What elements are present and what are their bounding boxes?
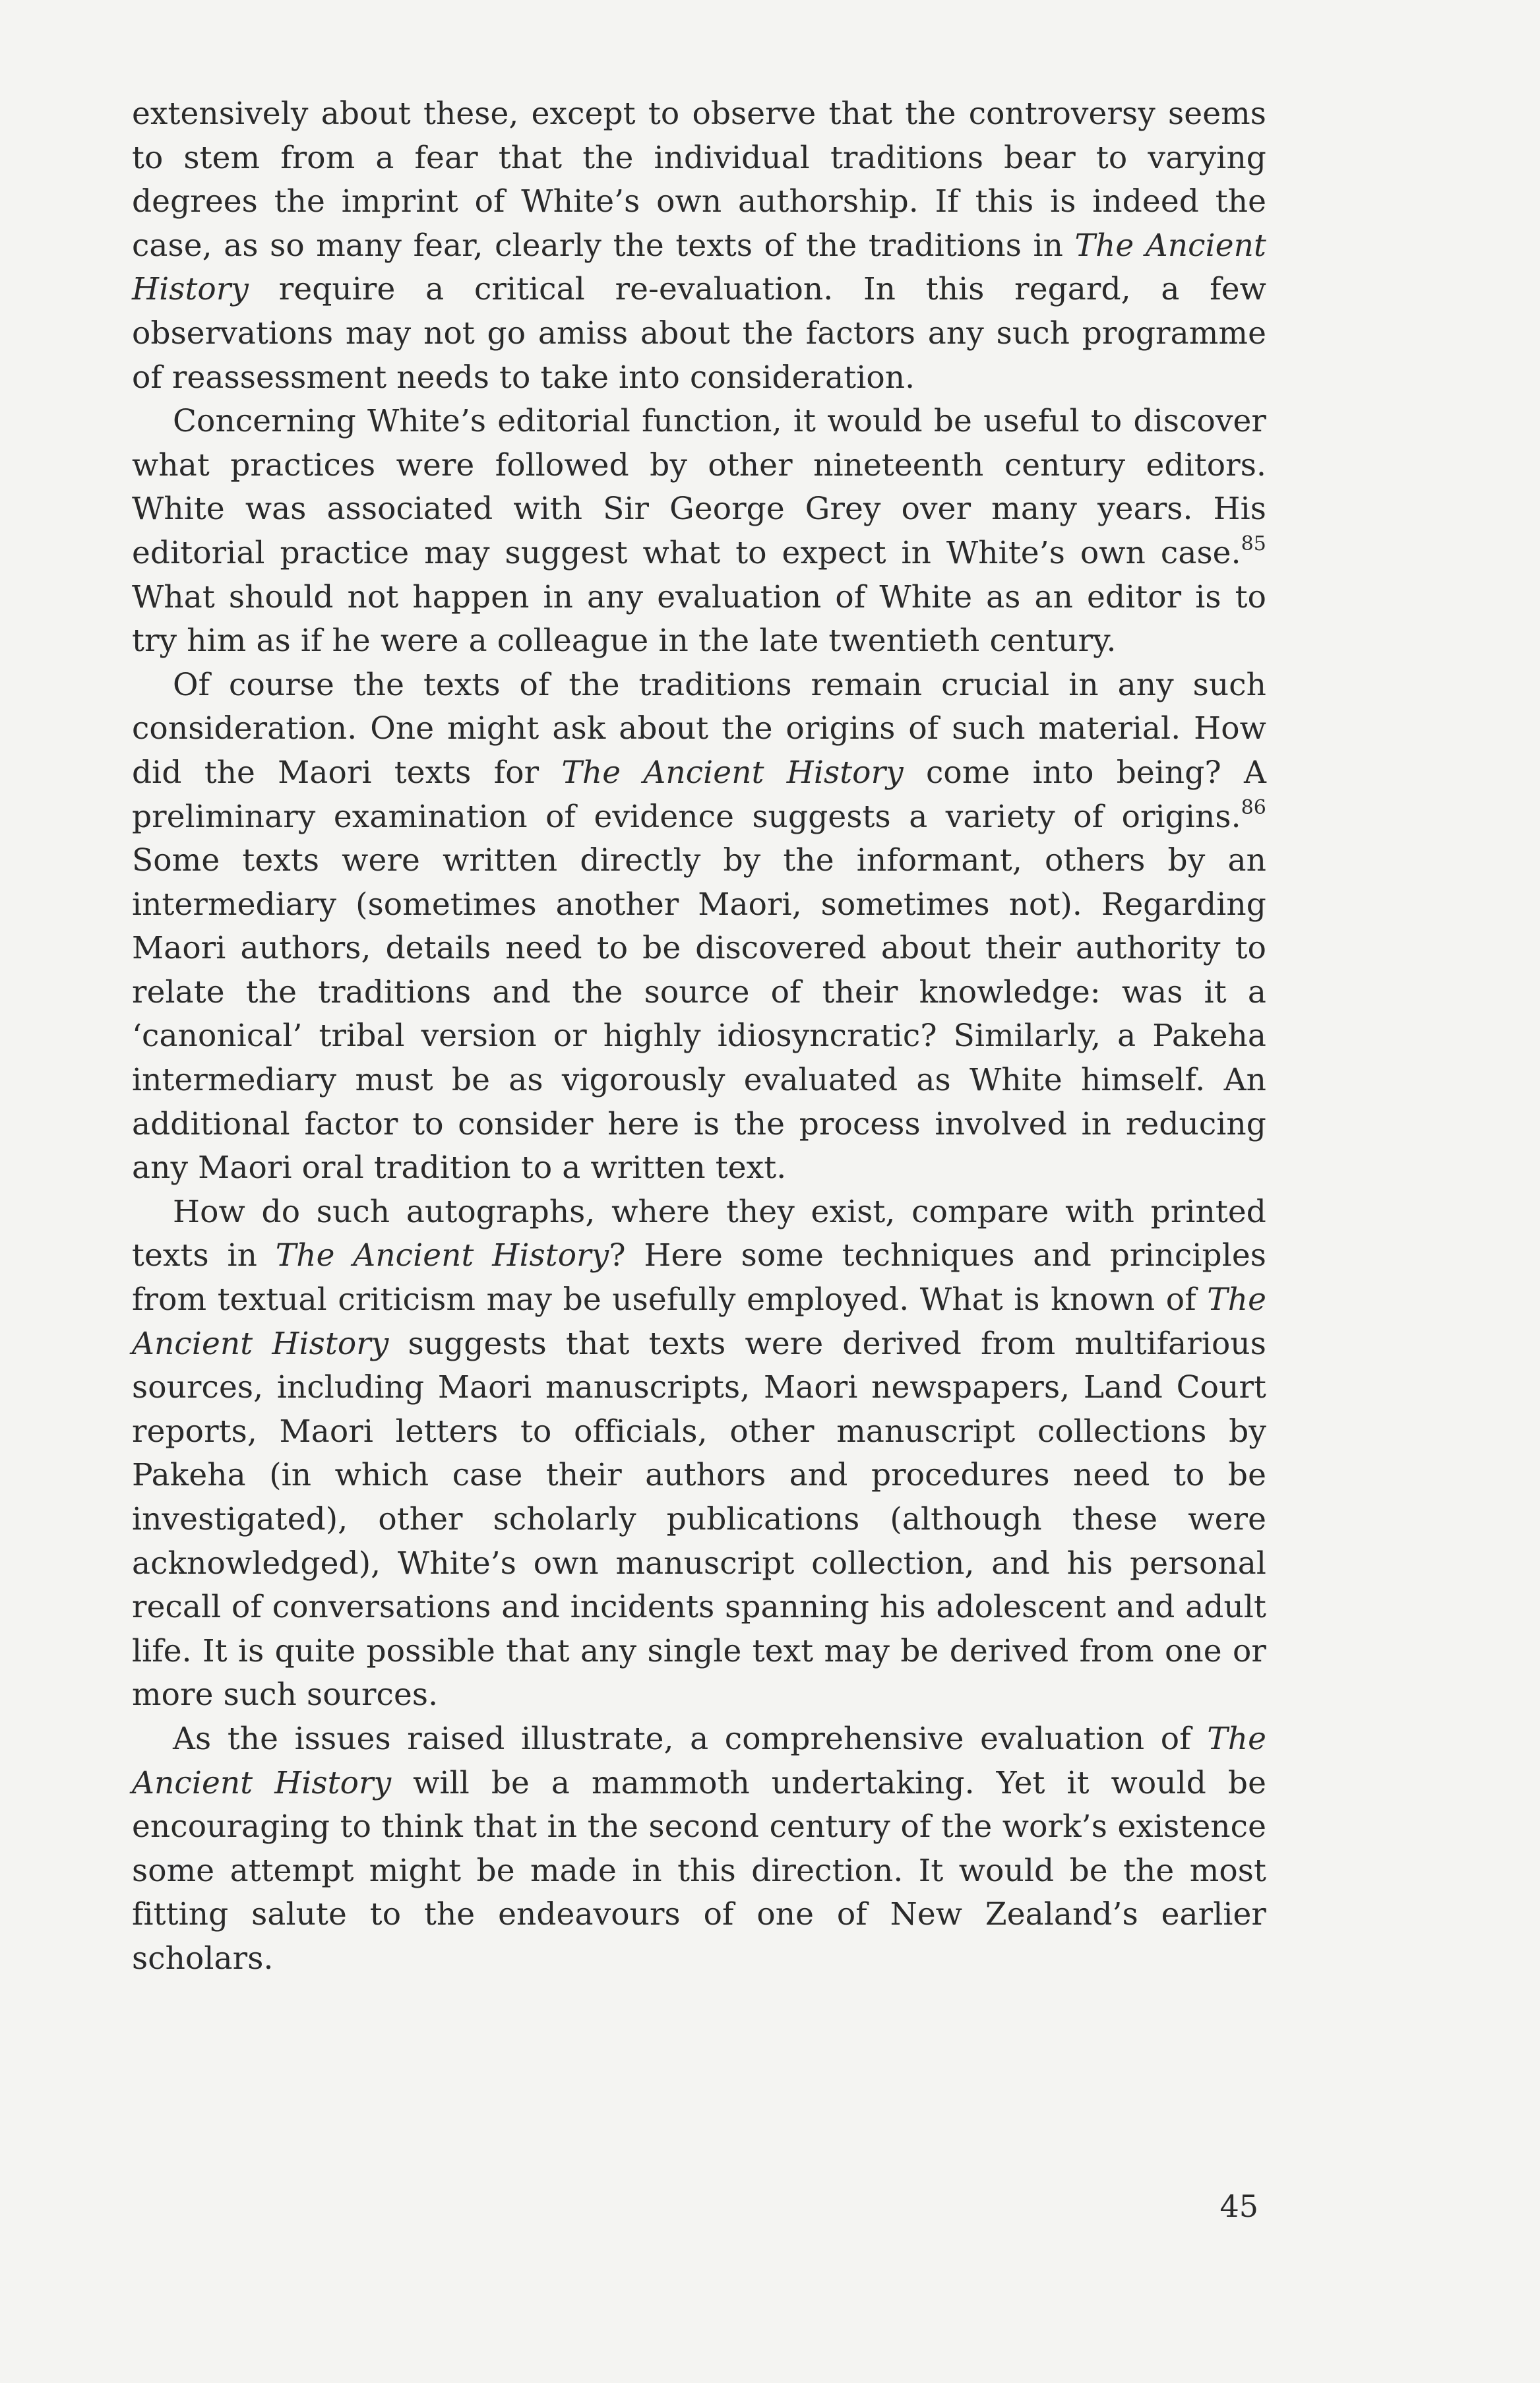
text-run: Of course the texts of the traditions remain crucial in any such consideration. One might ask about the origins of such material. How did the Maori texts for: [132, 666, 1266, 791]
paragraph: [132, 1718, 1266, 1981]
text-run: will be a mammoth undertaking. Yet it would be encouraging to think that in the second century of the work’s existence some attempt might be made in this direction. It would be the most fitting salute to the endeavours of one of New Zealand’s earlier scholars.: [132, 1764, 1266, 1977]
footnote-reference: 85: [1241, 532, 1266, 555]
paragraph: [132, 92, 1266, 400]
text-run: What should not happen in any evaluation of White as an editor is to try him as if he were a colleague in the late twentieth century.: [132, 578, 1266, 660]
text-run: come into being? A preliminary examination of evidence suggests a variety of origins.: [132, 754, 1267, 835]
body-text: [132, 92, 1266, 1981]
text-run: require a critical re-evaluation. In this regard, a few observations may not go amiss about the factors any such programme of reassessment needs to take into consideration.: [132, 271, 1266, 396]
italic-title: The Ancient History: [132, 1282, 1266, 1362]
italic-title: The Ancient History: [561, 754, 904, 791]
text-run: Concerning White’s editorial function, it would be useful to discover what practices were followed by other nineteenth century editors. White was associated with Sir George Grey over many years. His editorial practice may suggest what to expect in White’s own case.: [132, 403, 1266, 571]
text-run: suggests that texts were derived from multifarious sources, including Maori manuscripts, Maori newspapers, Land Court reports, Maori letters to officials, other manuscript collections by Pakeha (in which case their authors and procedures need to be investigated), other scholarly publications (although these were acknowledged), White’s own manuscript collection, and his personal recall of conversations and incidents spanning his adolescent and adult life. It is quite possible that any single text may be derived from one or more such sources.: [132, 1325, 1266, 1714]
text-run: ? Here some techniques and principles from textual criticism may be usefully employed. What is known of: [132, 1237, 1266, 1318]
paragraph: [132, 1191, 1266, 1718]
text-run: How do such autographs, where they exist, compare with printed texts in: [132, 1193, 1266, 1274]
italic-title: The Ancient History: [275, 1237, 609, 1274]
paragraph: [132, 664, 1266, 1191]
footnote-reference: 86: [1241, 795, 1266, 819]
page-number: 45: [1219, 2188, 1258, 2224]
italic-title: The Ancient History: [132, 227, 1266, 308]
text-run: Some texts were written directly by the informant, others by an intermediary (sometimes another Maori, sometimes not). Regarding Maori authors, details need to be discovered about their authority to relate the traditions and the source of their knowledge: was it a ‘canonical’ tribal version or highly idiosyncratic? Similarly, a Pakeha intermediary must be as vigorously evaluated as White himself. An additional factor to consider here is the process involved in reducing any Maori oral tradition to a written text.: [132, 842, 1266, 1187]
paragraph: [132, 400, 1266, 664]
text-run: As the issues raised illustrate, a comprehensive evaluation of: [173, 1720, 1208, 1757]
italic-title: The Ancient History: [132, 1720, 1266, 1801]
text-run: extensively about these, except to observe that the controversy seems to stem from a fear that the individual traditions bear to varying degrees the imprint of White’s own authorship. If this is indeed the case, as so many fear, clearly the texts of the traditions in: [132, 96, 1266, 264]
